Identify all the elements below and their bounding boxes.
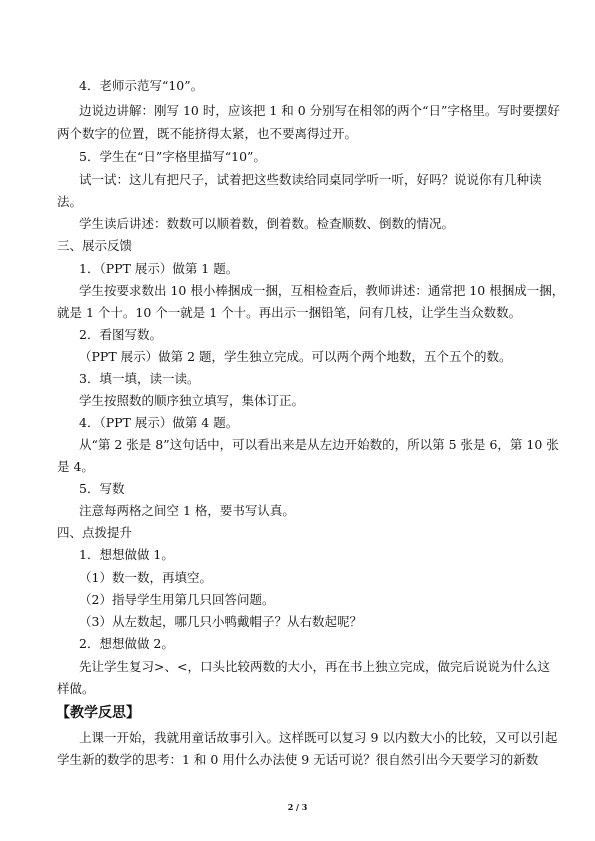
text-line: 1．想想做做 1。: [79, 547, 174, 562]
text-line: （2）指导学生用第几只回答问题。: [79, 592, 275, 607]
text-line: （1）数一数，再填空。: [79, 570, 212, 585]
section-title: 三、展示反馈: [57, 238, 133, 253]
text-line: （3）从左数起，哪几只小鸭戴帽子？从右数起呢？: [79, 614, 362, 629]
text-line: 4．老师示范写“10”。: [79, 78, 204, 93]
text-line: 先让学生复习>、<，口头比较两数的大小，再在书上独立完成，做完后说说为什么这: [79, 659, 550, 674]
text-line: 样做。: [57, 681, 95, 696]
text-line: 法。: [57, 194, 83, 209]
text-line: 就是 1 个十。10 个一就是 1 个十。再出示一捆铅笔，问有几枝，让学生当众数数。: [57, 305, 522, 320]
text-line: 注意每两格之间空 1 格，要书写认真。: [79, 503, 295, 518]
text-line: 是 4。: [57, 459, 94, 474]
text-line: 边说边讲解：刚写 10 时，应该把 1 和 0 分别写在相邻的两个“日”字格里。写时要摆好: [79, 103, 560, 118]
text-line: 试一试：这儿有把尺子，试着把这些数读给同桌同学听一听，好吗？说说你有几种读: [79, 172, 542, 187]
text-line: （PPT 展示）做第 2 题，学生独立完成。可以两个两个地数，五个五个的数。: [79, 349, 512, 364]
text-line: 学生按照数的顺序独立填写，集体订正。: [79, 393, 305, 408]
text-line: 2．看图写数。: [79, 327, 162, 342]
text-line: 3．填一填，读一读。: [79, 371, 200, 386]
text-line: 4．（PPT 展示）做第 4 题。: [79, 415, 239, 430]
text-line: 学生读后讲述：数数可以顺着数，倒着数。检查顺数、倒数的情况。: [79, 216, 455, 231]
text-line: 学生新的数学的思考：1 和 0 用什么办法使 9 无话可说？很自然引出今天要学习的新数: [57, 752, 539, 767]
text-line: 两个数字的位置，既不能挤得太紧，也不要离得过开。: [57, 126, 358, 141]
text-line: 学生按要求数出 10 根小棒捆成一捆，互相检查后，教师讲述：通常把 10 根捆成一捆，: [79, 283, 565, 298]
text-line: 从“第 2 张是 8”这句话中，可以看出来是从左边开始数的，所以第 5 张是 6，第 10 张: [79, 437, 559, 452]
text-line: 1．（PPT 展示）做第 1 题。: [79, 261, 239, 276]
text-line: 2．想想做做 2。: [79, 636, 174, 651]
text-line: 5．写数: [79, 481, 125, 496]
page-number: 2 / 3: [287, 802, 308, 812]
section-title: 四、点拨提升: [57, 525, 133, 540]
text-line: 上课一开始，我就用童话故事引入。这样既可以复习 9 以内数大小的比较，又可以引起: [79, 730, 558, 745]
reflection-heading: 【教学反思】: [56, 705, 140, 721]
text-line: 5．学生在“日”字格里描写“10”。: [79, 149, 266, 164]
